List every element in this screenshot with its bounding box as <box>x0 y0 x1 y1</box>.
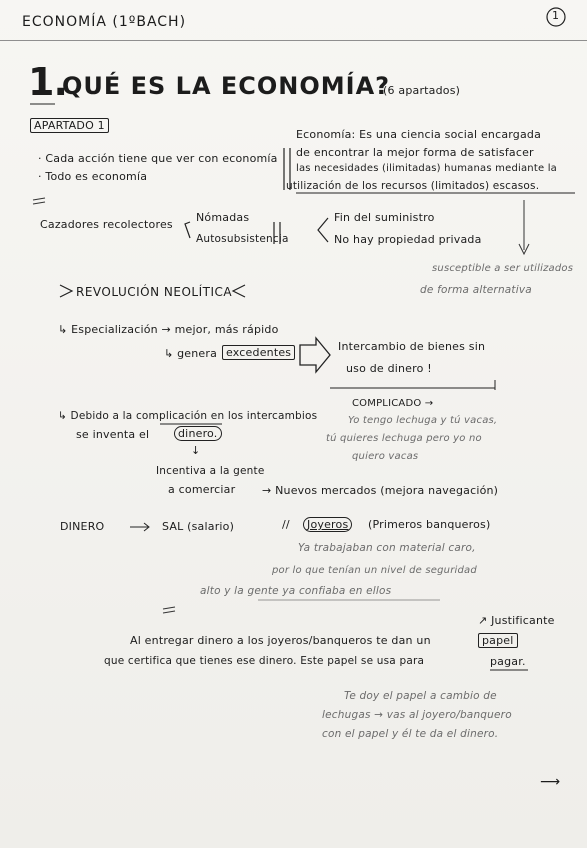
fin-suministro-label: Fin del suministro <box>334 211 435 224</box>
page-title: QUÉ ES LA ECONOMÍA? <box>62 72 391 100</box>
debido-line-2: se inventa el <box>76 428 150 441</box>
debido-line-1: ↳ Debido a la complicación en los intercambios <box>58 410 318 422</box>
title-number: 1. <box>28 60 67 104</box>
propiedad-privada-label: No hay propiedad privada <box>334 233 482 246</box>
genera-label: ↳ genera <box>164 347 218 360</box>
intercambio-line-2: uso de dinero ! <box>346 362 432 375</box>
sal-label: SAL (salario) <box>162 520 235 533</box>
papel-pencil-3: con el papel y él te da el dinero. <box>322 728 499 740</box>
joyeros-pencil-1: Ya trabajaban con material caro, <box>298 542 476 554</box>
papel-pencil-2: lechugas → vas al joyero/banquero <box>322 709 512 721</box>
bullet-2: · Todo es economía <box>38 170 148 183</box>
dinero-heading: DINERO <box>60 520 105 533</box>
joyeros-prefix: // <box>282 518 290 531</box>
continue-arrow: ⟶ <box>540 774 561 790</box>
incentiva-line-1: Incentiva a la gente <box>156 465 265 477</box>
incentiva-line-2: a comerciar <box>168 483 236 496</box>
entregar-line-2: que certifica que tienes ese dinero. Este papel se usa para <box>104 655 425 667</box>
intercambio-line-1: Intercambio de bienes sin <box>338 340 486 353</box>
autosubsistencia-label: Autosubsistencia <box>196 233 289 245</box>
dinero-boxed: dinero. <box>174 426 222 441</box>
papel-pencil-1: Te doy el papel a cambio de <box>344 690 497 702</box>
pencil-example-3: quiero vacas <box>352 451 419 462</box>
justificante-note: ↗ Justificante <box>478 614 555 627</box>
pencil-note-line-2: de forma alternativa <box>420 284 532 296</box>
nuevos-mercados: → Nuevos mercados (mejora navegación) <box>262 484 499 497</box>
cazadores-label: Cazadores recolectores <box>40 218 173 231</box>
bullet-1: · Cada acción tiene que ver con economía <box>38 152 278 165</box>
excedentes-boxed: excedentes <box>222 345 295 360</box>
definition-line-3: las necesidades (ilimitadas) humanas mediante la <box>296 163 558 174</box>
especializacion-line: ↳ Especialización → mejor, más rápido <box>58 323 279 336</box>
primeros-banqueros: (Primeros banqueros) <box>368 518 491 531</box>
pagar-word: pagar. <box>490 655 526 668</box>
pencil-example-1: Yo tengo lechuga y tú vacas, <box>348 415 498 426</box>
definition-line-2: de encontrar la mejor forma de satisfacer <box>296 146 534 159</box>
page-number: 1 <box>552 9 560 22</box>
papel-boxed: papel <box>478 633 518 648</box>
nomadas-label: Nómadas <box>196 211 250 224</box>
subject-header: ECONOMÍA (1ºBACH) <box>22 14 187 30</box>
complicado-label: COMPLICADO → <box>352 398 434 409</box>
title-note: (6 apartados) <box>383 84 461 97</box>
definition-line-4: utilización de los recursos (limitados) escasos. <box>286 180 540 192</box>
down-arrow: ↓ <box>191 444 201 457</box>
joyeros-pencil-3: alto y la gente ya confiaba en ellos <box>200 585 392 597</box>
entregar-line-1: Al entregar dinero a los joyeros/banqueros te dan un <box>130 634 431 647</box>
revolucion-title: REVOLUCIÓN NEOLÍTICA <box>76 285 233 299</box>
definition-line-1: Economía: Es una ciencia social encargada <box>296 128 542 141</box>
apartado-1-label: APARTADO 1 <box>30 118 109 133</box>
joyeros-boxed: Joyeros <box>303 517 352 532</box>
pencil-note-line-1: susceptible a ser utilizados <box>432 263 574 274</box>
joyeros-pencil-2: por lo que tenían un nivel de seguridad <box>272 565 477 576</box>
pencil-example-2: tú quieres lechuga pero yo no <box>326 433 482 444</box>
